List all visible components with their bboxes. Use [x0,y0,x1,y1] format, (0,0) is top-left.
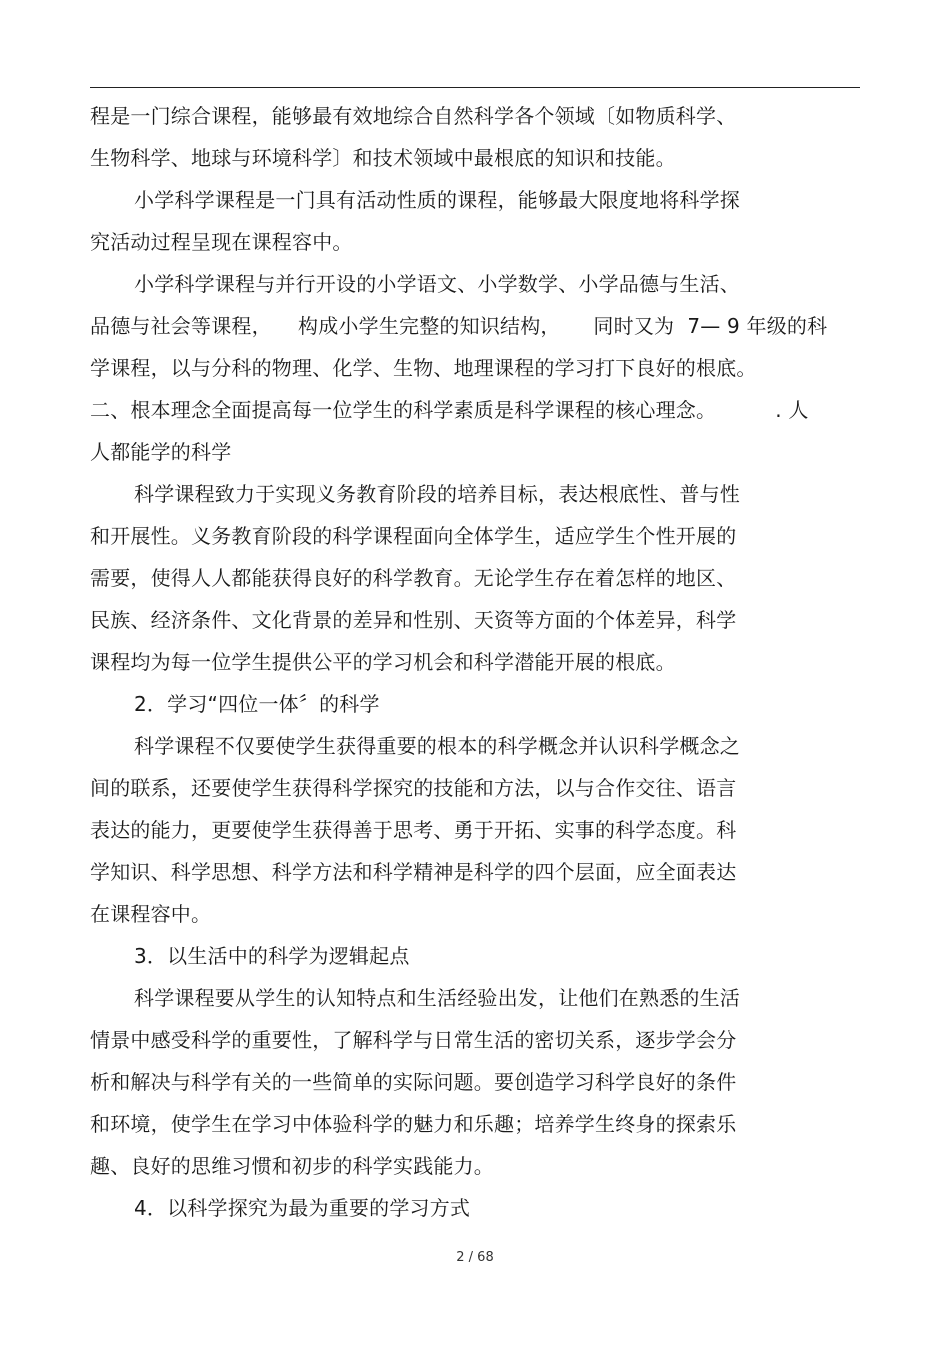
text-line: 科学课程不仅要使学生获得重要的根本的科学概念并认识科学概念之 [134,734,740,758]
text-line: 学知识、科学思想、科学方法和科学精神是科学的四个层面，应全面表达 [90,860,737,884]
text-line: 需要，使得人人都能获得良好的科学教育。无论学生存在着怎样的地区、 [90,566,737,590]
text-line: 人都能学的科学 [90,440,232,464]
text-line: 学课程，以与分科的物理、化学、生物、地理课程的学习打下良好的根底。 [90,356,757,380]
text-line: 科学课程致力于实现义务教育阶段的培养目标，表达根底性、普与性 [134,482,740,506]
text-line: 情景中感受科学的重要性，了解科学与日常生活的密切关系，逐步学会分 [90,1028,737,1052]
text-line: 表达的能力，更要使学生获得善于思考、勇于开拓、实事的科学态度。科 [90,818,737,842]
text-line: 课程均为每一位学生提供公平的学习机会和科学潜能开展的根底。 [90,650,676,674]
text-line: 在课程容中。 [90,902,212,926]
text-line: 品德与社会等课程， 构成小学生完整的知识结构， 同时又为 7— 9 年级的科 [90,314,828,338]
section-heading: 二、根本理念全面提高每一位学生的科学素质是科学课程的核心理念。 . 人 [90,398,809,422]
subheading: 4．以科学探究为最为重要的学习方式 [134,1196,471,1220]
text-line: 间的联系，还要使学生获得科学探究的技能和方法，以与合作交往、语言 [90,776,737,800]
text-line: 和环境，使学生在学习中体验科学的魅力和乐趣；培养学生终身的探索乐 [90,1112,737,1136]
text-line: 程是一门综合课程，能够最有效地综合自然科学各个领域〔如物质科学、 [90,104,737,128]
text-line: 科学课程要从学生的认知特点和生活经验出发，让他们在熟悉的生活 [134,986,740,1010]
text-line: 小学科学课程是一门具有活动性质的课程，能够最大限度地将科学探 [134,188,740,212]
subheading: 3．以生活中的科学为逻辑起点 [134,944,410,968]
text-line: 析和解决与科学有关的一些简单的实际问题。要创造学习科学良好的条件 [90,1070,737,1094]
text-line: 民族、经济条件、文化背景的差异和性别、天资等方面的个体差异，科学 [90,608,737,632]
text-line: 生物科学、地球与环境科学〕和技术领域中最根底的知识和技能。 [90,146,676,170]
subheading: 2．学习“四位一体〞的科学 [134,692,380,716]
text-line: 和开展性。义务教育阶段的科学课程面向全体学生，适应学生个性开展的 [90,524,737,548]
text-line: 趣、良好的思维习惯和初步的科学实践能力。 [90,1154,494,1178]
header-rule [90,87,860,88]
text-line: 究活动过程呈现在课程容中。 [90,230,353,254]
page-number: 2 / 68 [456,1250,494,1265]
text-line: 小学科学课程与并行开设的小学语文、小学数学、小学品德与生活、 [134,272,740,296]
